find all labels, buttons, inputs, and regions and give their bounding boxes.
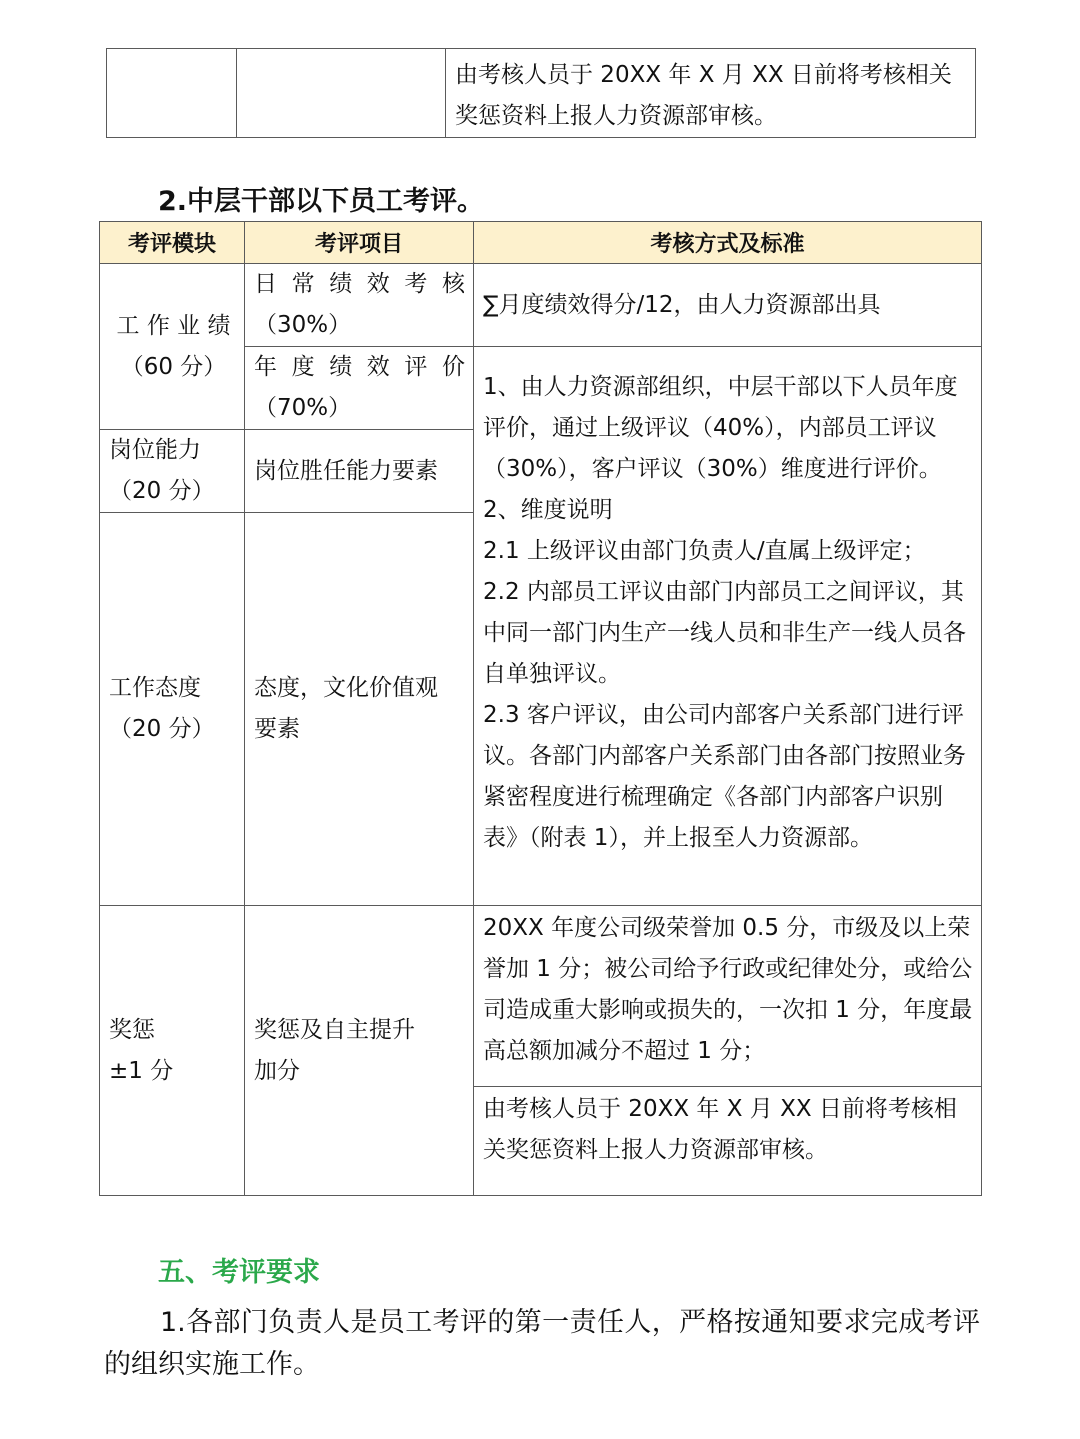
top-table-cell-empty-1 — [107, 49, 237, 138]
std-reward-text-2: 由考核人员于 20XX 年 X 月 XX 日前将考核相关奖惩资料上报人力资源部审核。 — [483, 1096, 957, 1163]
top-table-last-row-text: 由考核人员于 20XX 年 X 月 XX 日前将考核相关奖惩资料上报人力资源部审核。 — [455, 62, 952, 129]
module-work-label: 工 作 业 绩 （60 分） — [116, 312, 231, 380]
module-reward-label: 奖惩 ±1 分 — [109, 1016, 174, 1084]
evaluation-table — [99, 221, 982, 1196]
std-evaluation-p3: 2.1 上级评议由部门负责人/直属上级评定； — [483, 538, 926, 564]
module-work-cell — [100, 264, 245, 430]
table-header-row — [100, 222, 982, 264]
std-evaluation-p2: 2、维度说明 — [483, 497, 613, 523]
std-reward-cell-1 — [474, 906, 982, 1087]
std-evaluation-p5: 2.3 客户评议，由公司内部客户关系部门进行评议。各部门内部客户关系部门由各部门按照业务紧密程度进行梳理确定《各部门内部客户识别表》（附表 1），并上报至人力资源部。 — [483, 702, 966, 851]
std-daily-text: ∑月度绩效得分/12，由人力资源部出具 — [483, 291, 881, 318]
module-position-cell — [100, 430, 245, 513]
item-daily-label: 日 常 绩 效 考 核 — [254, 271, 465, 297]
section-heading: 2.中层干部以下员工考评。 — [158, 186, 485, 217]
item-reward-label: 奖惩及自主提升 加分 — [254, 1016, 415, 1084]
module-attitude-label: 工作态度 （20 分） — [109, 675, 215, 742]
item-attitude-cell — [245, 513, 474, 906]
paragraph-requirement-1: 1.各部门负责人是员工考评的第一责任人，严格按通知要求完成考评的组织实施工作。 — [104, 1307, 980, 1380]
std-reward-text-1: 20XX 年度公司级荣誉加 0.5 分，市级及以上荣誉加 1 分；被公司给予行政或纪律处分，或给公司造成重大影响或损失的，一次扣 1 分，年度最高总额加减分不超过 1 分； — [483, 915, 973, 1064]
item-position-cell — [245, 430, 474, 513]
std-evaluation-cell — [474, 347, 982, 906]
table-row — [100, 906, 982, 1087]
item-attitude-label: 态度，文化价值观 要素 — [254, 675, 438, 742]
table-row — [100, 264, 982, 347]
std-reward-cell-2 — [474, 1087, 982, 1196]
section-five-heading: 五、考评要求 — [158, 1257, 320, 1288]
item-daily-pct: （30%） — [254, 312, 352, 338]
item-annual-cell — [245, 347, 474, 430]
std-evaluation-p4: 2.2 内部员工评议由部门内部员工之间评议，其中同一部门内生产一线人员和非生产一线人员各自单独评议。 — [483, 579, 966, 687]
module-attitude-cell — [100, 513, 245, 906]
table-row — [107, 49, 976, 138]
module-position-label: 岗位能力 （20 分） — [109, 437, 215, 504]
module-reward-cell — [100, 906, 245, 1196]
top-table — [106, 48, 976, 138]
header-standard: 考核方式及标准 — [474, 222, 982, 264]
item-reward-cell — [245, 906, 474, 1196]
top-table-cell-empty-2 — [237, 49, 446, 138]
header-item: 考评项目 — [245, 222, 474, 264]
std-evaluation-p1: 1、由人力资源部组织，中层干部以下人员年度评价，通过上级评议（40%），内部员工评议（30%），客户评议（30%）维度进行评价。 — [483, 374, 958, 482]
item-daily-cell — [245, 264, 474, 347]
item-annual-pct: （70%） — [254, 395, 352, 421]
header-module: 考评模块 — [100, 222, 245, 264]
std-daily-cell — [474, 264, 982, 347]
top-table-cell-text — [446, 49, 976, 138]
item-annual-label: 年 度 绩 效 评 价 — [254, 354, 465, 380]
item-position-label: 岗位胜任能力要素 — [254, 457, 438, 484]
